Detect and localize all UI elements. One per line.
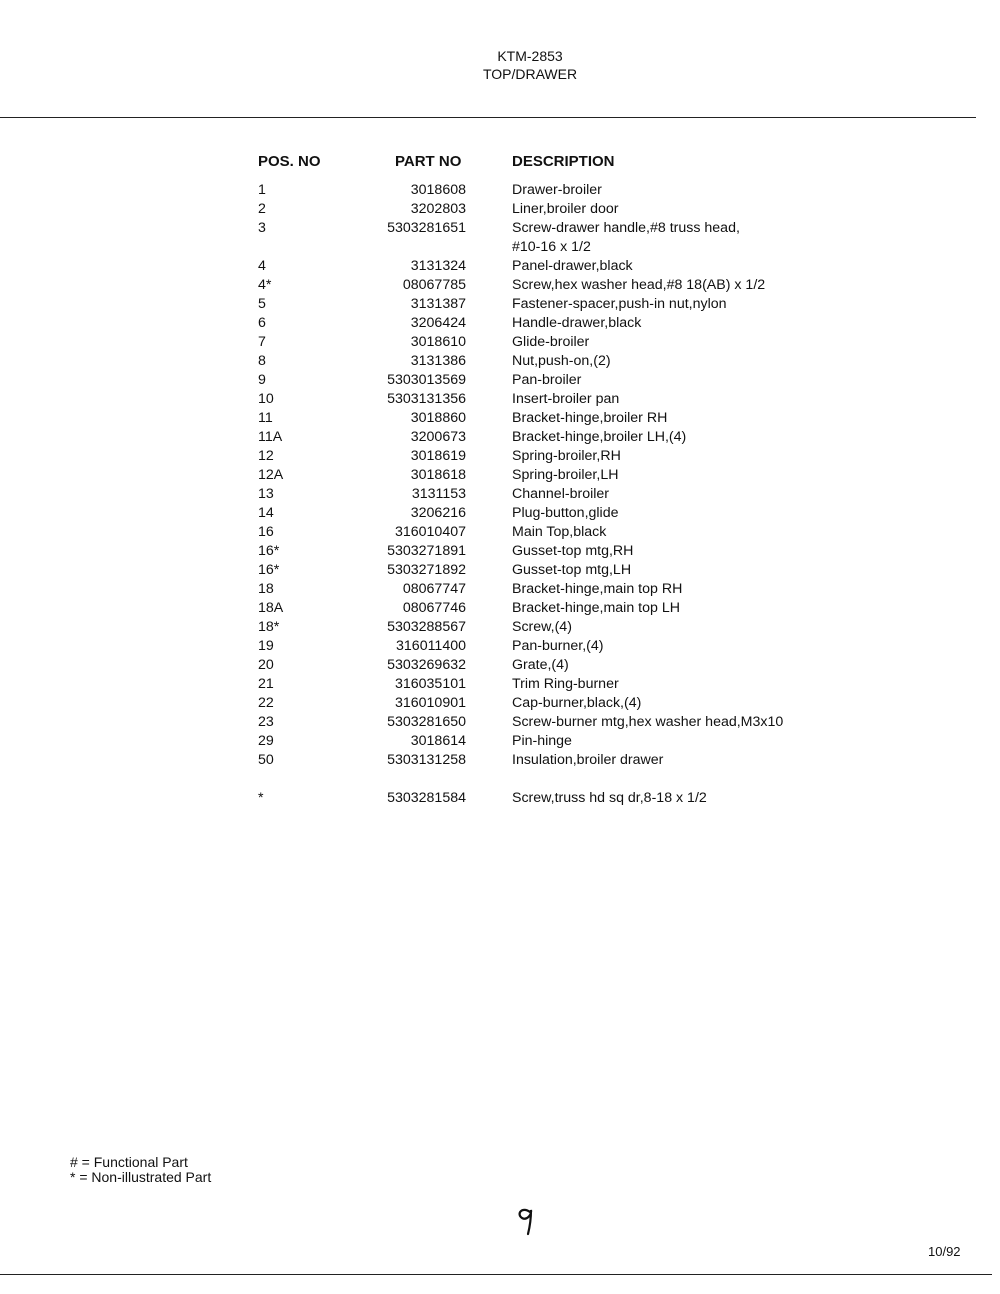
description-cell: Insert-broiler pan <box>512 391 620 407</box>
part-number-cell: 3131387 <box>410 296 466 312</box>
description-cell: Fastener-spacer,push-in nut,nylon <box>512 296 727 312</box>
table-row <box>0 504 1000 523</box>
table-row <box>0 789 1000 808</box>
part-number-cell: 3018610 <box>410 334 466 350</box>
part-number-cell: 08067746 <box>402 600 466 616</box>
table-row <box>0 732 1000 751</box>
table-row <box>0 751 1000 770</box>
part-number-cell: 5303281651 <box>387 220 466 236</box>
column-header-pos: POS. NO <box>258 153 321 170</box>
part-number-cell: 5303131258 <box>387 752 466 768</box>
part-number-cell: 3131153 <box>411 486 466 502</box>
pos-cell: 29 <box>258 733 274 749</box>
part-number-cell: 3131386 <box>410 353 466 369</box>
pos-cell: 6 <box>258 315 266 331</box>
description-cell: Bracket-hinge,broiler LH,(4) <box>512 429 687 445</box>
description-cell: Grate,(4) <box>512 657 569 673</box>
pos-cell: 12A <box>258 467 284 483</box>
description-cell: Panel-drawer,black <box>512 258 633 274</box>
description-cell: Screw-drawer handle,#8 truss head, <box>512 220 740 236</box>
table-row <box>0 523 1000 542</box>
part-number-cell: 3018619 <box>410 448 466 464</box>
description-cell: Gusset-top mtg,LH <box>512 562 632 578</box>
revision-date: 10/92 <box>928 1244 961 1259</box>
column-header-description: DESCRIPTION <box>512 153 615 170</box>
part-number-cell: 5303269632 <box>387 657 466 673</box>
bottom-divider <box>0 1274 992 1275</box>
table-row <box>0 656 1000 675</box>
table-row <box>0 390 1000 409</box>
pos-cell: 8 <box>258 353 266 369</box>
pos-cell: 4* <box>258 277 272 293</box>
pos-cell: 3 <box>258 220 266 236</box>
section-title: TOP/DRAWER <box>482 66 578 82</box>
description-cell: Channel-broiler <box>512 486 609 502</box>
description-cell: Glide-broiler <box>512 334 590 350</box>
pos-cell: 50 <box>258 752 274 768</box>
pos-cell: 16 <box>258 524 274 540</box>
pos-cell: 1 <box>258 182 266 198</box>
description-cell: Bracket-hinge,broiler RH <box>512 410 668 426</box>
description-cell: Cap-burner,black,(4) <box>512 695 642 711</box>
table-row <box>0 200 1000 219</box>
description-cell: Liner,broiler door <box>512 201 619 217</box>
description-cell: Gusset-top mtg,RH <box>512 543 634 559</box>
table-row <box>0 428 1000 447</box>
pos-cell: 13 <box>258 486 274 502</box>
pos-cell: 23 <box>258 714 274 730</box>
description-cell: Spring-broiler,RH <box>512 448 621 464</box>
table-row <box>0 352 1000 371</box>
pos-cell: 4 <box>258 258 266 274</box>
table-row <box>0 333 1000 352</box>
description-cell: Screw,hex washer head,#8 18(AB) x 1/2 <box>512 277 766 293</box>
description-cell: Bracket-hinge,main top LH <box>512 600 680 616</box>
part-number-cell: 3206424 <box>410 315 466 331</box>
table-row <box>0 713 1000 732</box>
part-number-cell: 08067747 <box>402 581 466 597</box>
table-row <box>0 276 1000 295</box>
pos-cell: 21 <box>258 676 274 692</box>
part-number-cell: 08067785 <box>402 277 466 293</box>
table-row <box>0 675 1000 694</box>
pos-cell: * <box>258 790 264 806</box>
table-row <box>0 219 1000 238</box>
table-row <box>0 466 1000 485</box>
table-row <box>0 409 1000 428</box>
table-row <box>0 447 1000 466</box>
table-row <box>0 257 1000 276</box>
part-number-cell: 5303131356 <box>387 391 466 407</box>
part-number-cell: 3200673 <box>410 429 466 445</box>
top-divider <box>0 117 976 118</box>
pos-cell: 16* <box>258 562 280 578</box>
table-row <box>0 314 1000 333</box>
table-row <box>0 618 1000 637</box>
part-number-cell: 3206216 <box>410 505 466 521</box>
part-number-cell: 3018860 <box>410 410 466 426</box>
pos-cell: 7 <box>258 334 266 350</box>
description-cell: Drawer-broiler <box>512 182 602 198</box>
parts-list <box>0 181 1000 808</box>
pos-cell: 22 <box>258 695 274 711</box>
description-cell: Screw-burner mtg,hex washer head,M3x10 <box>512 714 784 730</box>
part-number-cell: 3018618 <box>410 467 466 483</box>
part-number-cell: 316011400 <box>396 638 466 654</box>
table-row <box>0 561 1000 580</box>
part-number-cell: 316010901 <box>394 695 466 711</box>
table-row <box>0 485 1000 504</box>
pos-cell: 12 <box>258 448 274 464</box>
column-header-part: PART NO <box>395 153 462 170</box>
table-row <box>0 770 1000 789</box>
part-number-cell: 316035101 <box>394 676 466 692</box>
description-cell: Screw,truss hd sq dr,8-18 x 1/2 <box>512 790 707 806</box>
description-cell: Pan-burner,(4) <box>512 638 604 654</box>
part-number-cell: 5303271892 <box>387 562 466 578</box>
pos-cell: 18A <box>258 600 284 616</box>
pos-cell: 10 <box>258 391 274 407</box>
description-cell: Main Top,black <box>512 524 607 540</box>
legend-non-illustrated: * = Non-illustrated Part <box>70 1169 212 1185</box>
description-cell: Bracket-hinge,main top RH <box>512 581 683 597</box>
legend-functional: # = Functional Part <box>70 1154 188 1170</box>
part-number-cell: 5303288567 <box>387 619 466 635</box>
pos-cell: 11 <box>258 410 273 426</box>
part-number-cell: 3018608 <box>410 182 466 198</box>
table-row <box>0 580 1000 599</box>
table-row <box>0 542 1000 561</box>
description-cell: Pan-broiler <box>512 372 582 388</box>
pos-cell: 2 <box>258 201 266 217</box>
description-cell: Pin-hinge <box>512 733 572 749</box>
description-cell: Nut,push-on,(2) <box>512 353 611 369</box>
pos-cell: 18 <box>258 581 274 597</box>
description-cell: Handle-drawer,black <box>512 315 642 331</box>
description-cell: #10-16 x 1/2 <box>512 239 591 255</box>
description-cell: Insulation,broiler drawer <box>512 752 664 768</box>
part-number-cell: 3202803 <box>410 201 466 217</box>
table-row <box>0 238 1000 257</box>
pos-cell: 19 <box>258 638 274 654</box>
part-number-cell: 5303281650 <box>387 714 466 730</box>
description-cell: Trim Ring-burner <box>512 676 619 692</box>
pos-cell: 9 <box>258 372 266 388</box>
part-number-cell: 5303271891 <box>387 543 466 559</box>
pos-cell: 11A <box>258 429 283 445</box>
pos-cell: 20 <box>258 657 274 673</box>
part-number-cell: 3018614 <box>410 733 466 749</box>
table-row <box>0 637 1000 656</box>
model-number: KTM-2853 <box>497 48 563 64</box>
part-number-cell: 5303013569 <box>387 372 466 388</box>
table-row <box>0 599 1000 618</box>
description-cell: Screw,(4) <box>512 619 572 635</box>
pos-cell: 18* <box>258 619 280 635</box>
table-row <box>0 181 1000 200</box>
table-row <box>0 694 1000 713</box>
description-cell: Spring-broiler,LH <box>512 467 619 483</box>
pos-cell: 14 <box>258 505 274 521</box>
part-number-cell: 316010407 <box>394 524 466 540</box>
description-cell: Plug-button,glide <box>512 505 619 521</box>
part-number-cell: 5303281584 <box>387 790 466 806</box>
pos-cell: 5 <box>258 296 266 312</box>
part-number-cell: 3131324 <box>410 258 466 274</box>
handwritten-page-mark <box>512 1198 552 1238</box>
pos-cell: 16* <box>258 543 280 559</box>
table-row <box>0 371 1000 390</box>
table-row <box>0 295 1000 314</box>
